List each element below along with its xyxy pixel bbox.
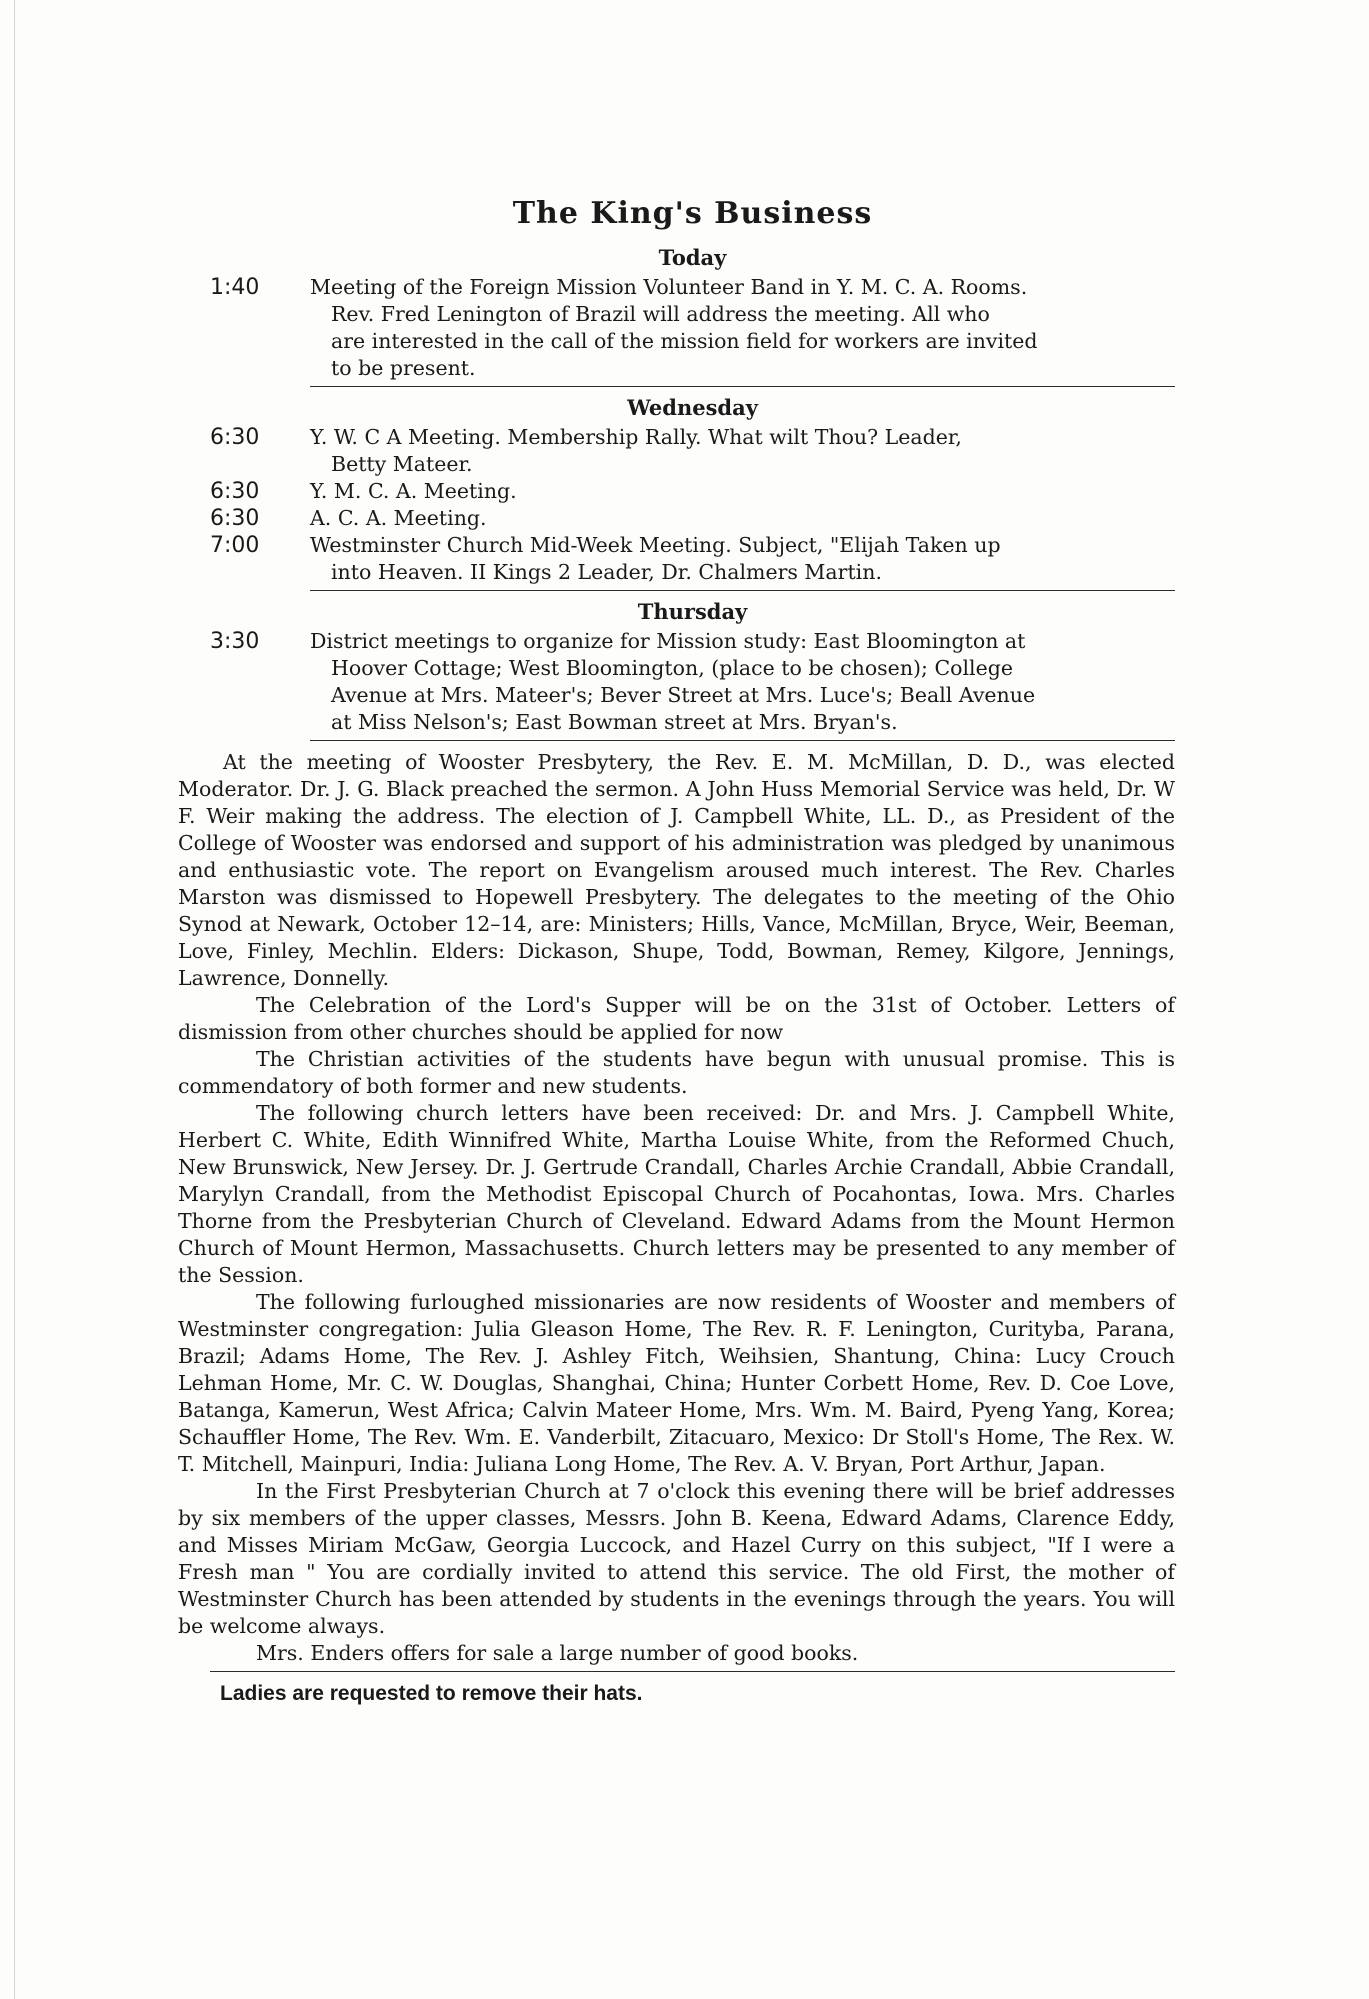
event-line: District meetings to organize for Mission study: East Bloomington at — [310, 629, 1026, 653]
event-line: to be present. — [331, 356, 476, 380]
event-line: Y. W. C A Meeting. Membership Rally. What wilt Thou? Leader, — [310, 425, 962, 449]
event-item — [210, 424, 1175, 478]
announcement-paragraph: The following furloughed missionaries are now residents of Wooster and members of Westminster congregation: Julia Gleason Home, The Rev. R. F. Lenington, Curityba, Parana, Brazil; Adams Home, The Rev. J. Ashley Fitch, Weihsien, Shantung, China: Lucy Crouch Lehman Home, Mr. C. W. Douglas, Shanghai, China; Hunter Corbett Home, Rev. D. Coe Love, Batanga, Kamerun, West Africa; Calvin Mateer Home, Mrs. Wm. M. Baird, Pyeng Yang, Korea; Schauffler Home, The Rev. Wm. E. Vanderbilt, Zitacuaro, Mexico: Dr Stoll's Home, The Rex. W. T. Mitchell, Mainpuri, India: Juliana Long Home, The Rev. A. V. Bryan, Port Arthur, Japan. — [178, 1290, 1175, 1476]
event-item — [210, 628, 1175, 736]
page-title: The King's Business — [512, 196, 873, 231]
event-time: 1:40 — [210, 275, 260, 300]
announcement-paragraph: Mrs. Enders offers for sale a large number of good books. — [256, 1641, 859, 1665]
hats-notice: Ladies are requested to remove their hats. — [220, 1682, 643, 1705]
event-line: are interested in the call of the mission field for workers are invited — [331, 329, 1038, 353]
divider — [210, 1671, 1175, 1672]
event-text — [310, 505, 1175, 532]
event-text — [310, 424, 1175, 478]
event-item — [210, 532, 1175, 586]
divider — [310, 590, 1175, 591]
event-line: Westminster Church Mid-Week Meeting. Subject, "Elijah Taken up — [310, 533, 1001, 557]
event-text — [310, 274, 1175, 382]
event-time: 7:00 — [210, 533, 260, 558]
event-line: Betty Mateer. — [331, 452, 473, 476]
event-line: Rev. Fred Lenington of Brazil will address the meeting. All who — [331, 302, 990, 326]
event-line: Hoover Cottage; West Bloomington, (place to be chosen); College — [331, 656, 1013, 680]
event-line: Avenue at Mrs. Mateer's; Bever Street at Mrs. Luce's; Beall Avenue — [331, 683, 1036, 707]
bulletin-page — [178, 196, 1175, 1706]
event-line: A. C. A. Meeting. — [310, 506, 487, 530]
announcement-paragraph: At the meeting of Wooster Presbytery, the Rev. E. M. McMillan, D. D., was elected Moderator. Dr. J. G. Black preached the sermon. A John Huss Memorial Service was held, Dr. W F. Weir making the address. The election of J. Campbell White, LL. D., as President of the College of Wooster was endorsed and support of his administration was pledged by unanimous and enthusiastic vote. The report on Evangelism aroused much interest. The Rev. Charles Marston was dismissed to Hopewell Presbytery. The delegates to the meeting of the Ohio Synod at Newark, October 12–14, are: Ministers; Hills, Vance, McMillan, Bryce, Weir, Beeman, Love, Finley, Mechlin. Elders: Dickason, Shupe, Todd, Bowman, Remey, Kilgore, Jennings, Lawrence, Donnelly. — [178, 750, 1175, 990]
event-time: 6:30 — [210, 425, 260, 450]
event-item — [210, 274, 1175, 382]
divider — [310, 386, 1175, 387]
event-time: 3:30 — [210, 629, 260, 654]
announcements — [178, 749, 1175, 1667]
event-time: 6:30 — [210, 506, 260, 531]
day-heading-today: Today — [658, 245, 727, 270]
event-line: Y. M. C. A. Meeting. — [310, 479, 517, 503]
announcement-paragraph: The Celebration of the Lord's Supper will be on the 31st of October. Letters of dismission from other churches should be applied for now — [178, 993, 1175, 1044]
announcement-paragraph: In the First Presbyterian Church at 7 o'clock this evening there will be brief addresses by six members of the upper classes, Messrs. John B. Keena, Edward Adams, Clarence Eddy, and Misses Miriam McGaw, Georgia Luccock, and Hazel Curry on this subject, "If I were a Fresh man " You are cordially invited to attend this service. The old First, the mother of Westminster Church has been attended by students in the evenings through the years. You will be welcome always. — [178, 1479, 1175, 1638]
schedule-today — [210, 274, 1175, 382]
day-heading-wednesday: Wednesday — [627, 395, 758, 420]
announcement-paragraph: The Christian activities of the students have begun with unusual promise. This is commendatory of both former and new students. — [178, 1047, 1175, 1098]
event-line: at Miss Nelson's; East Bowman street at Mrs. Bryan's. — [331, 710, 898, 734]
announcement-paragraph: The following church letters have been received: Dr. and Mrs. J. Campbell White, Herbert C. White, Edith Winnifred White, Martha Louise White, from the Reformed Chuch, New Brunswick, New Jersey. Dr. J. Gertrude Crandall, Charles Archie Crandall, Abbie Crandall, Marylyn Crandall, from the Methodist Episcopal Church of Pocahontas, Iowa. Mrs. Charles Thorne from the Presbyterian Church of Cleveland. Edward Adams from the Mount Hermon Church of Mount Hermon, Massachusetts. Church letters may be presented to any member of the Session. — [178, 1101, 1175, 1287]
event-time: 6:30 — [210, 479, 260, 504]
event-text — [310, 532, 1175, 586]
event-text — [310, 628, 1175, 736]
schedule-thursday — [210, 628, 1175, 736]
page-edge — [14, 0, 15, 1999]
day-heading-thursday: Thursday — [637, 599, 748, 624]
event-line: Meeting of the Foreign Mission Volunteer Band in Y. M. C. A. Rooms. — [310, 275, 1028, 299]
event-text — [310, 478, 1175, 505]
schedule-wednesday — [210, 424, 1175, 586]
event-item — [210, 505, 1175, 532]
event-item — [210, 478, 1175, 505]
divider — [310, 740, 1175, 741]
event-line: into Heaven. II Kings 2 Leader, Dr. Chalmers Martin. — [331, 560, 882, 584]
